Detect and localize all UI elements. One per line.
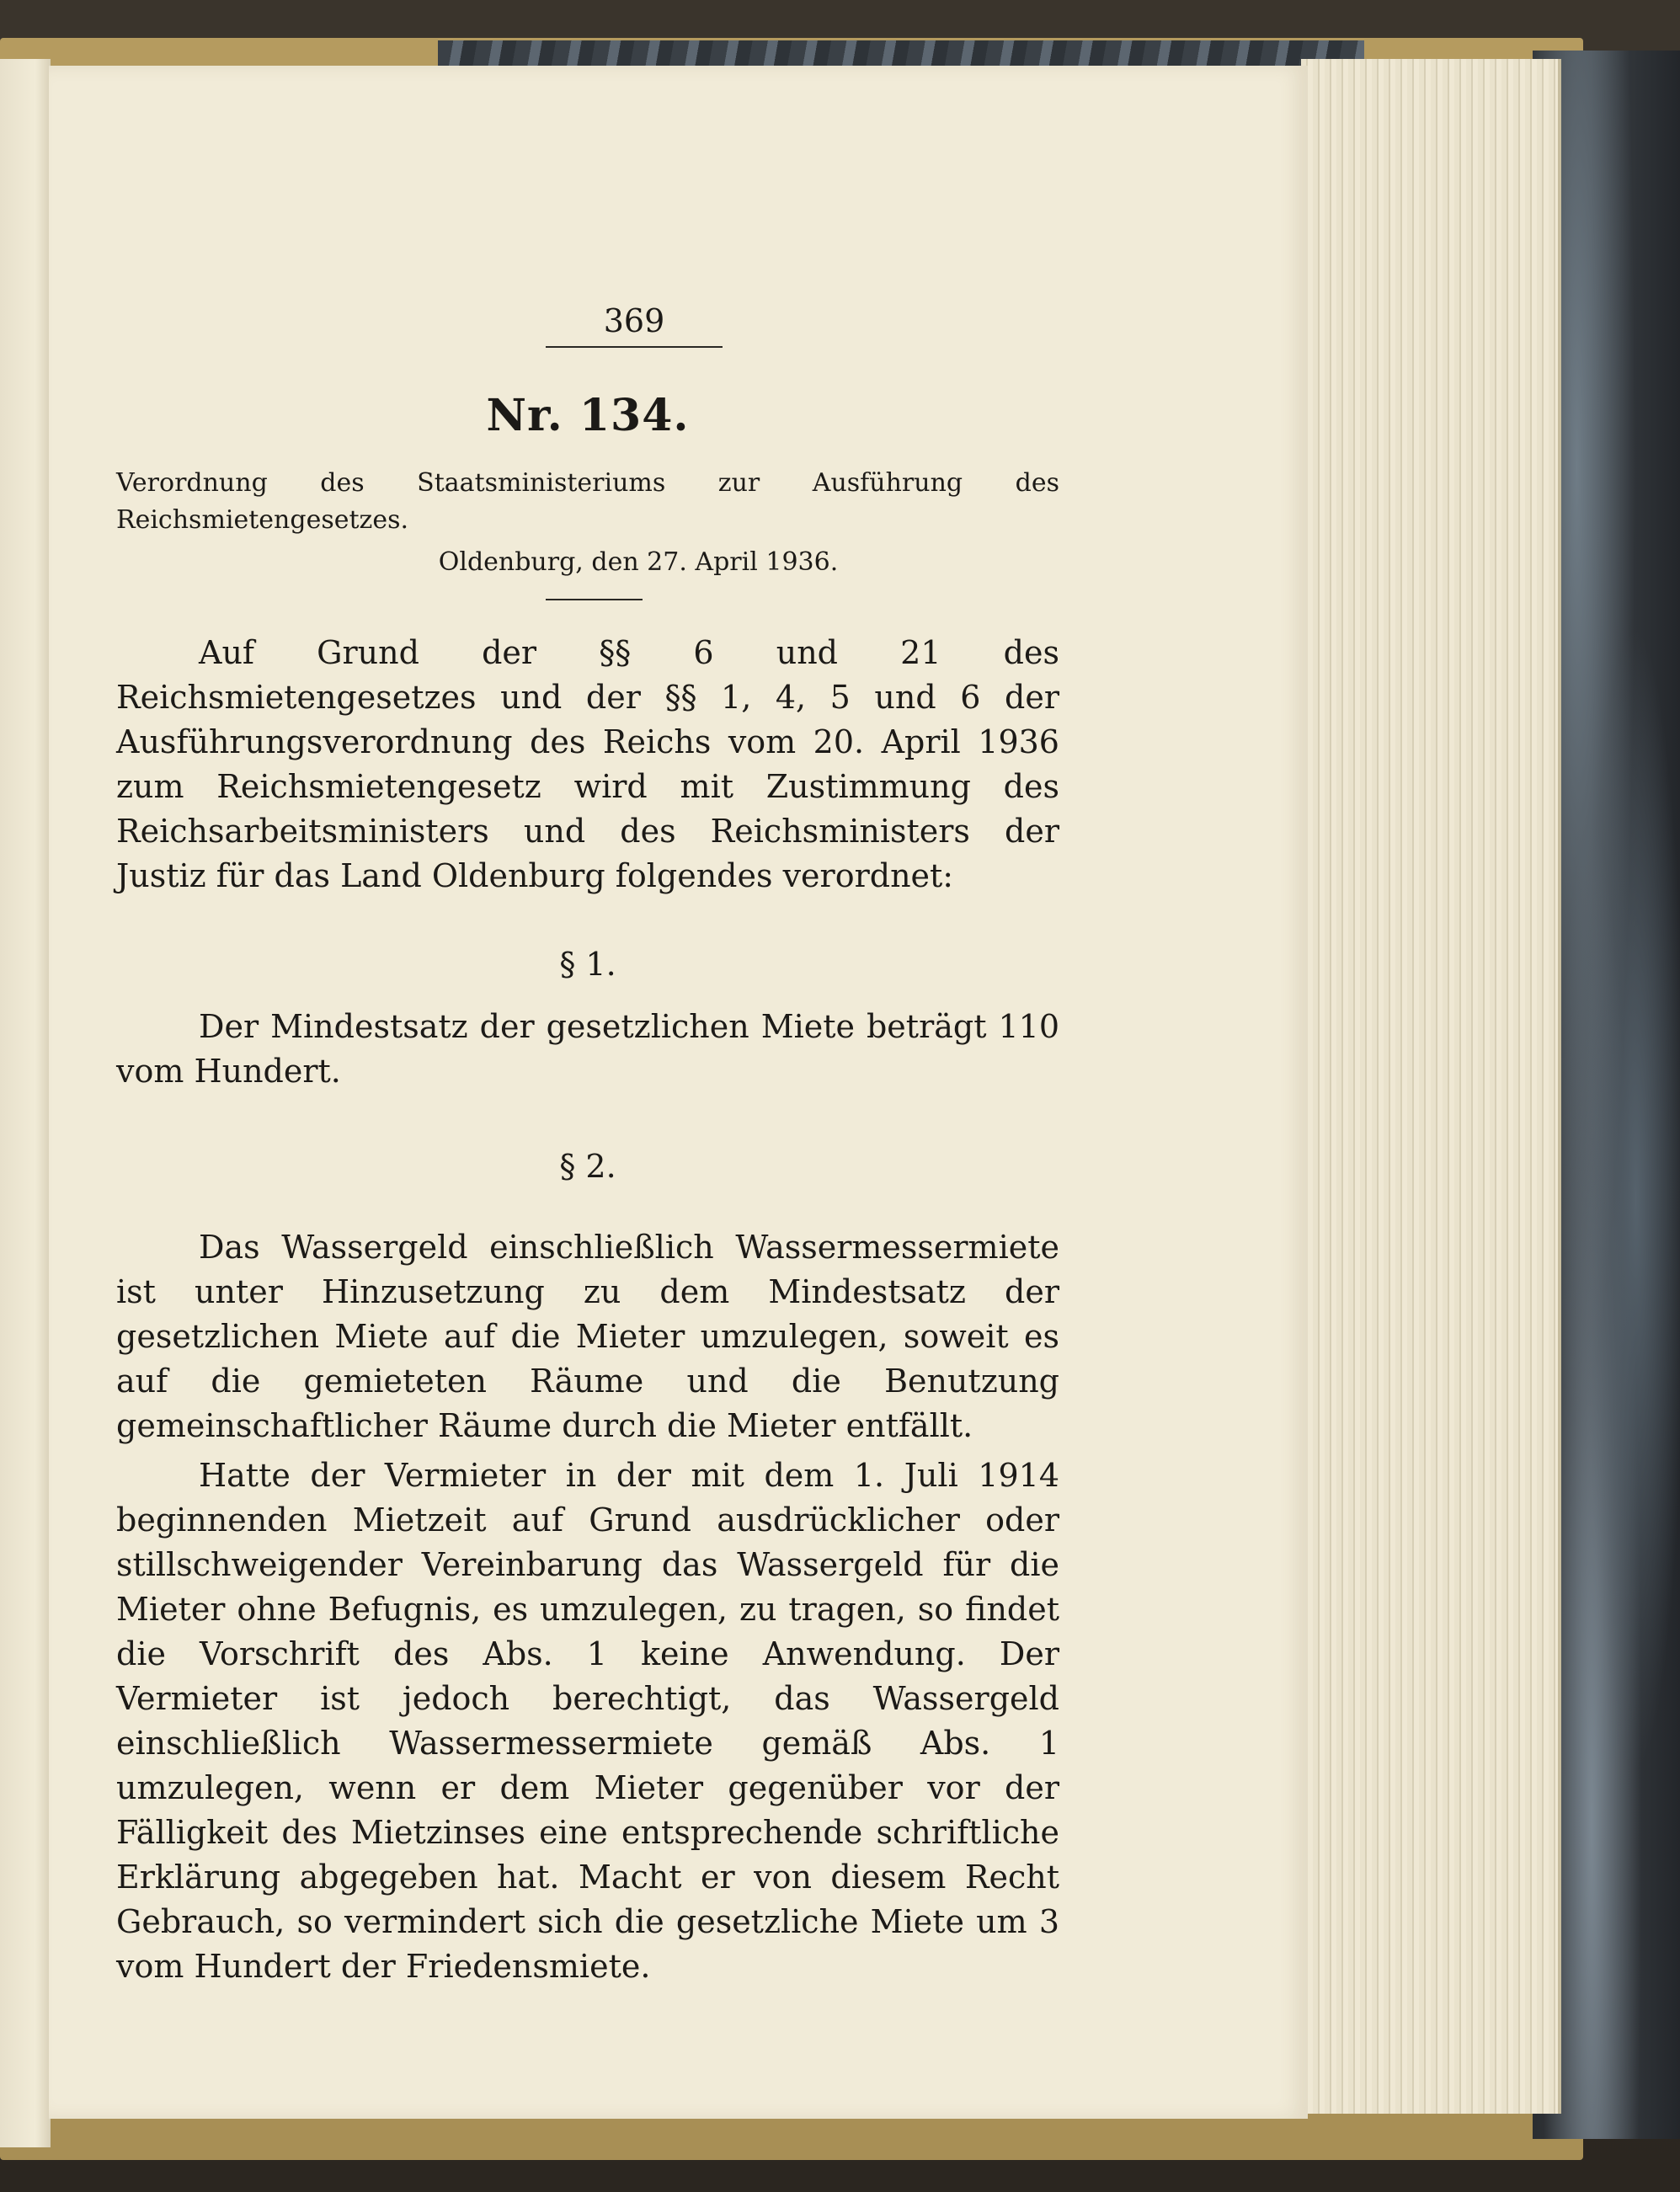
place-date: Oldenburg, den 27. April 1936. [438,547,839,577]
page-content [116,230,1059,1989]
act-number: Nr. 134. [486,390,690,441]
section-2-paragraph-2: Hatte der Vermieter in der mit dem 1. Juli 1914 beginnenden Mietzeit auf Grund ausdrücklicher oder stillschweigender Vereinbarung das Wassergeld für die Mieter ohne Befugnis, es umzulegen, zu tragen, so findet die Vorschrift des Abs. 1 keine Anwendung. Der Vermieter ist jedoch berechtigt, das Wassergeld einschließlich Wassermessermiete gemäß Abs. 1 umzulegen, wenn er dem Mieter gegenüber vor der Fälligkeit des Mietzinses eine entsprechende schriftliche Erklärung abgegeben hat. Macht er von diesem Recht Gebrauch, so vermindert sich die gesetzliche Miete um 3 vom Hundert der Friedensmiete. [116,1457,1059,1985]
book-page [49,66,1308,2119]
section-2-paragraph-1: Das Wassergeld einschließlich Wassermessermiete ist unter Hinzusetzung zu dem Mindestsatz der gesetzlichen Miete auf die Mieter umzulegen, soweit es auf die gemieteten Räume und die Benutzung gemeinschaftlicher Räume durch die Mieter entfällt. [116,1229,1059,1444]
marbled-cover-top [438,40,1364,66]
section-1-paragraph-1: Der Mindestsatz der gesetzlichen Miete beträgt 110 vom Hundert. [116,1008,1059,1090]
separator-rule [546,599,643,600]
section-2-heading: § 2. [559,1148,616,1185]
section-1-heading: § 1. [559,946,616,983]
page-stack [1301,59,1561,2114]
left-page-edge [0,59,51,2147]
page-number: 369 [546,302,723,348]
intro-paragraph: Auf Grund der §§ 6 und 21 des Reichsmietengesetzes und der §§ 1, 4, 5 und 6 der Ausführungsverordnung des Reichs vom 20. April 1936 zum Reichsmietengesetz wird mit Zustimmung des Reichsarbeitsministers und des Reichsministers der Justiz für das Land Oldenburg folgendes verordnet: [116,634,1059,894]
ordinance-title: Verordnung des Staatsministeriums zur Ausführung des Reichsmietengesetzes. [116,468,1059,535]
